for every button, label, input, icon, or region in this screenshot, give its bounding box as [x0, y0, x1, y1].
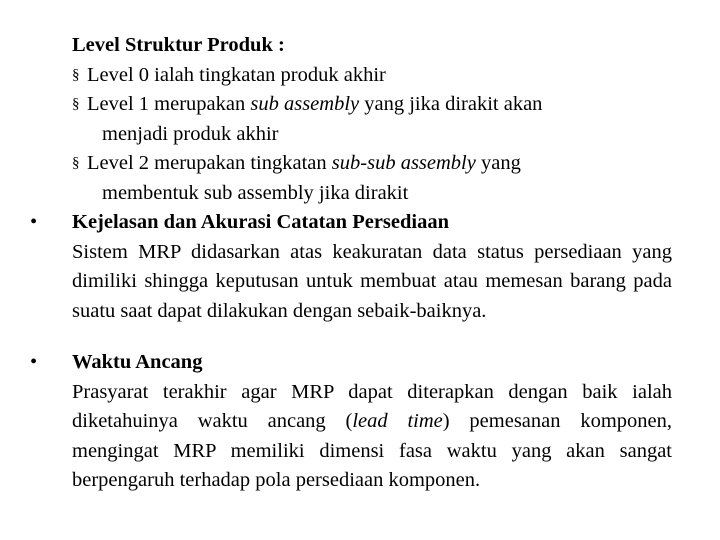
- level-1-text-cont: menjadi produk akhir: [102, 122, 279, 145]
- bullet-icon: •: [30, 351, 38, 373]
- level-2-item: [72, 149, 672, 208]
- level-1-text-pre: Level 1 merupakan: [87, 93, 251, 115]
- square-bullet-icon: §: [72, 96, 80, 112]
- section-accuracy: [72, 208, 672, 326]
- level-1-text-em: sub assembly: [250, 93, 360, 115]
- level-1-text-post: yang jika dirakit akan: [359, 93, 543, 115]
- section-accuracy-heading: Kejelasan dan Akurasi Catatan Persediaan: [72, 211, 449, 233]
- level-2-text-em: sub-sub assembly: [331, 152, 476, 174]
- level-1-item: [72, 90, 672, 149]
- square-bullet-icon: §: [72, 66, 80, 83]
- level-2-text-cont: membentuk sub assembly jika dirakit: [102, 181, 409, 204]
- section-accuracy-body: Sistem MRP didasarkan atas keakuratan data status persediaan yang dimiliki shingga keputusan untuk membuat atau memesan barang pada suatu saat dapat dilakukan dengan sebaik-baiknya.: [72, 240, 672, 322]
- square-bullet-icon: §: [72, 155, 80, 171]
- level-2-text-pre: Level 2 merupakan tingkatan: [87, 152, 332, 174]
- level-0-text: Level 0 ialah tingkatan produk akhir: [87, 63, 386, 86]
- section-lead-time-heading: Waktu Ancang: [72, 351, 203, 373]
- section-lead-time: [72, 348, 672, 496]
- lead-time-body-pre: Prasyarat terakhir agar MRP dapat diterapkan dengan baik ialah diketahuinya waktu ancang (: [72, 380, 672, 432]
- section-lead-time-body: [72, 378, 672, 496]
- level-structure-block: [72, 31, 672, 208]
- lead-time-body-post: ) pemesanan komponen, mengingat MRP memiliki dimensi fasa waktu yang akan sangat berpengaruh terhadap pola persediaan komponen.: [72, 410, 672, 491]
- bullet-icon: •: [30, 211, 38, 233]
- level-2-text-post: yang: [475, 152, 521, 174]
- lead-time-body-em: lead time: [352, 410, 443, 432]
- level-0-item: [72, 61, 672, 91]
- level-structure-heading: Level Struktur Produk :: [72, 34, 285, 56]
